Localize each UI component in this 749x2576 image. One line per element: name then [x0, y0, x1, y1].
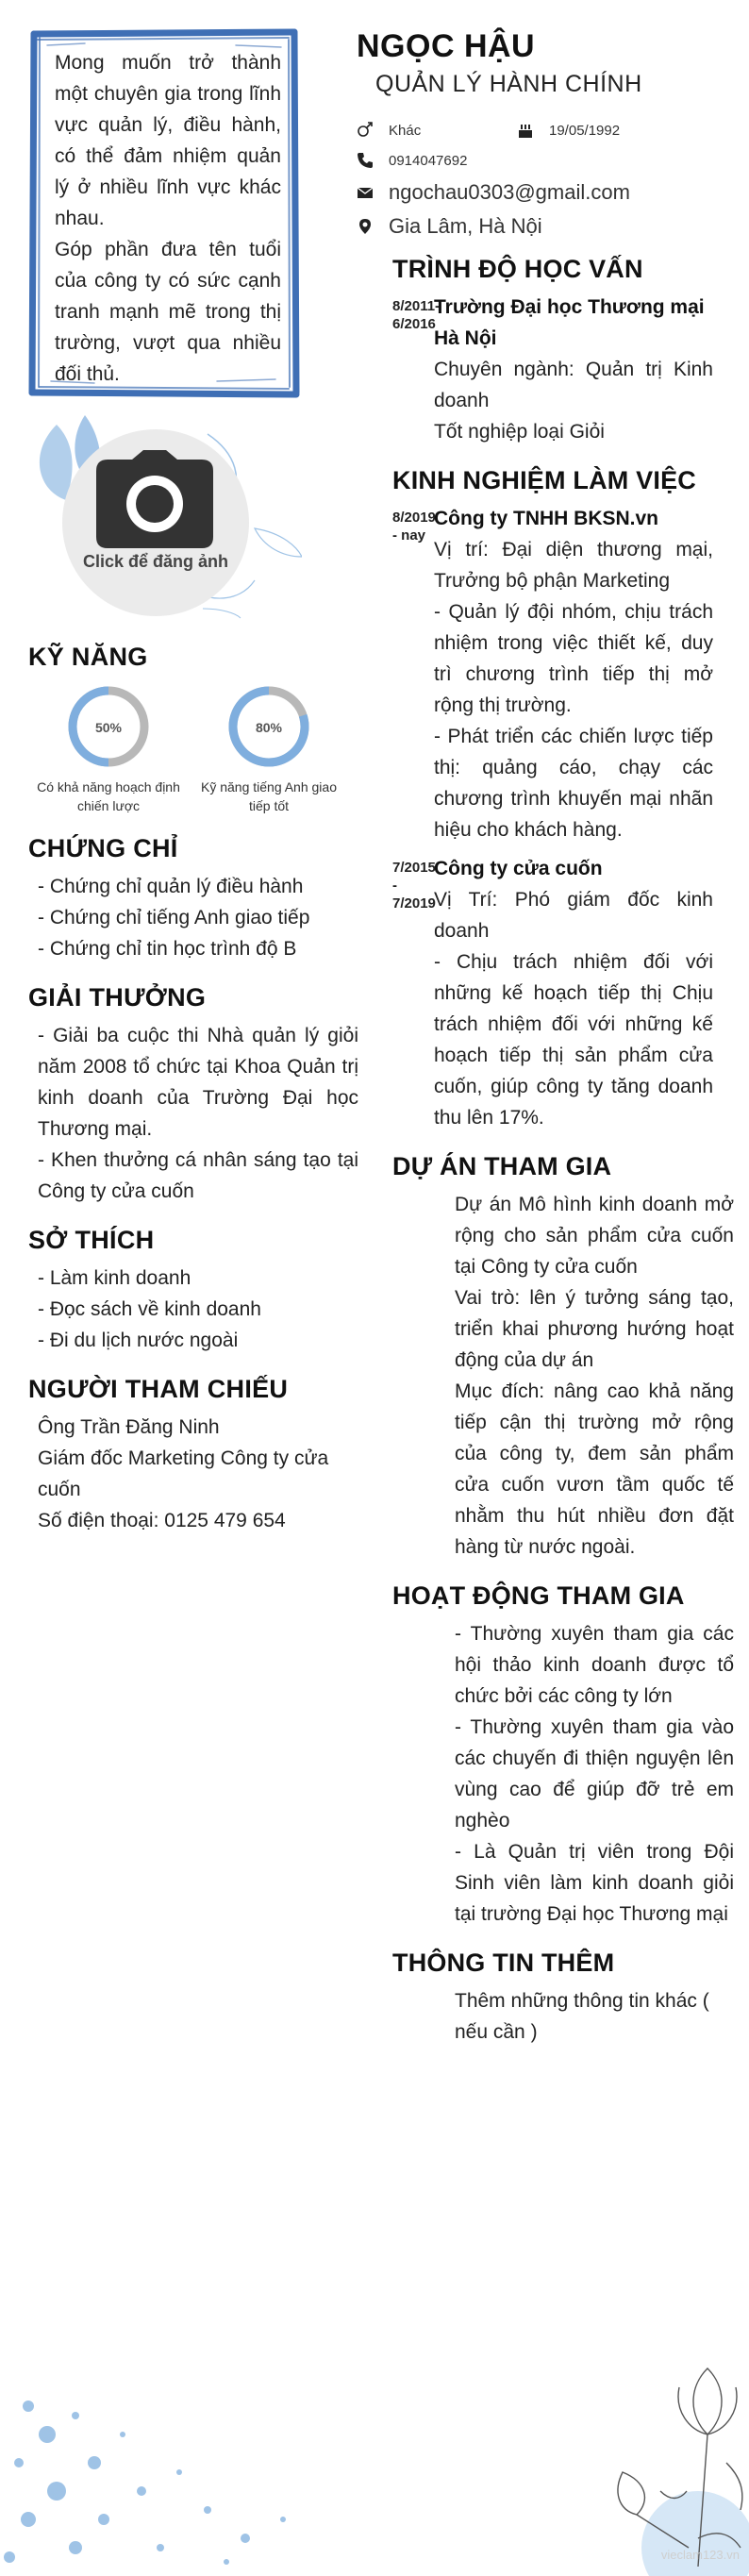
projects-body — [357, 1189, 734, 1563]
list-item: - Khen thưởng cá nhân sáng tạo tại Công ty cửa cuốn — [38, 1149, 358, 1202]
certificates-list — [28, 871, 358, 964]
skills-title: KỸ NĂNG — [28, 643, 148, 671]
hobbies-list — [28, 1263, 358, 1356]
education-title: TRÌNH ĐỘ HỌC VẤN — [392, 255, 643, 283]
list-item: - Đi du lịch nước ngoài — [38, 1330, 239, 1351]
list-item: - Chứng chỉ tin học trình độ B — [38, 938, 297, 960]
skill-name: Có khả năng hoạch định chiến lược — [37, 779, 180, 813]
email-icon — [357, 184, 374, 201]
entry-line: - Chịu trách nhiệm đối với những kế hoạch tiếp thị Chịu trách nhiệm đối với những kế hoạch tiếp thị sản phẩm cửa cuốn, giúp công ty tăng doanh thu lên 17%. — [434, 951, 713, 1129]
address-value: Gia Lâm, Hà Nội — [389, 214, 542, 238]
awards-list — [28, 1020, 358, 1207]
gender-icon — [357, 122, 374, 139]
skill-name: Kỹ năng tiếng Anh giao tiếp tốt — [200, 779, 337, 813]
activities-title: HOẠT ĐỘNG THAM GIA — [392, 1581, 685, 1610]
candidate-position: QUẢN LÝ HÀNH CHÍNH — [375, 71, 642, 97]
entry-line: - Quản lý đội nhóm, chịu trách nhiệm trong việc thiết kế, duy trì chương trình tiếp thị mở rộng thị trường. — [434, 601, 713, 716]
entry-date: 8/2019 - nay — [392, 510, 436, 544]
list-item: - Làm kinh doanh — [38, 1267, 191, 1289]
email-value: ngochau0303@gmail.com — [389, 180, 630, 204]
entry-organization: Công ty TNHH BKSN.vn — [434, 508, 658, 529]
skills-list — [28, 679, 349, 815]
birthday-value: 19/05/1992 — [549, 122, 621, 139]
skill-percent-label: 80% — [255, 720, 283, 735]
list-item: - Chứng chỉ tiếng Anh giao tiếp — [38, 907, 310, 928]
candidate-name: NGỌC HẬU — [357, 28, 536, 64]
activity-line: - Thường xuyên tham gia vào các chuyến đi thiện nguyện lên vùng cao để giúp đỡ trẻ em nghèo — [455, 1716, 734, 1832]
activity-line: - Là Quản trị viên trong Đội Sinh viên làm kinh doanh giỏi tại trường Đại học Thương mại — [455, 1841, 734, 1925]
project-line: Dự án Mô hình kinh doanh mở rộng cho sản phẩm cửa cuốn tại Công ty cửa cuốn — [455, 1194, 734, 1278]
skill-item — [189, 679, 349, 815]
reference-block — [28, 1412, 358, 1536]
reference-name: Ông Trần Đăng Ninh — [38, 1416, 220, 1438]
splatter-decoration-icon — [0, 2378, 311, 2576]
entry-organization: Công ty cửa cuốn — [434, 858, 603, 879]
photo-upload[interactable] — [28, 420, 311, 637]
camera-icon[interactable] — [96, 450, 213, 548]
list-item: - Đọc sách về kinh doanh — [38, 1298, 261, 1320]
birthday-cake-icon — [517, 122, 534, 139]
contact-row — [357, 176, 734, 209]
location-pin-icon — [357, 218, 374, 235]
activity-line: - Thường xuyên tham gia các hội thảo kinh doanh được tổ chức bởi các công ty lớn — [455, 1623, 734, 1707]
education-entry — [357, 292, 734, 447]
projects-title: DỰ ÁN THAM GIA — [392, 1152, 612, 1180]
project-line: Vai trò: lên ý tưởng sáng tạo, triển khai phương hướng hoạt động của dự án — [455, 1287, 734, 1371]
contact-row — [357, 209, 734, 243]
skill-progress-ring — [57, 679, 160, 774]
activities-body — [357, 1618, 734, 1930]
reference-phone: Số điện thoại: 0125 479 654 — [38, 1510, 286, 1531]
flower-decoration-icon — [566, 2350, 749, 2576]
phone-value: 0914047692 — [389, 152, 468, 169]
experience-entry — [357, 853, 734, 1133]
entry-line: Vị Trí: Phó giám đốc kinh doanh — [434, 889, 713, 942]
experience-title: KINH NGHIỆM LÀM VIỆC — [392, 466, 697, 494]
photo-upload-label[interactable]: Click để đăng ảnh — [82, 552, 229, 571]
right-column — [357, 28, 734, 2048]
list-item: - Giải ba cuộc thi Nhà quản lý giỏi năm 2008 tổ chức tại Khoa Quản trị kinh doanh của Trường Đại học Thương mại. — [38, 1025, 358, 1140]
entry-date: 7/2015 - 7/2019 — [392, 860, 436, 912]
left-column — [28, 28, 358, 1536]
skill-percent-label: 50% — [94, 720, 123, 735]
objective-paragraph-1: Mong muốn trở thành một chuyên gia trong lĩnh vực quản lý, điều hành, có thể đảm nhiệm quản lý ở nhiều lĩnh vực khác nhau. — [55, 52, 281, 229]
reference-title: NGƯỜI THAM CHIẾU — [28, 1375, 289, 1403]
career-objective — [28, 28, 300, 403]
project-line: Mục đích: nâng cao khả năng tiếp cận thị trường mở rộng của công ty, đem sản phẩm cửa cuốn vươn tầm quốc tế nhằm thu hút nhiều đơn đặt hàng từ nước ngoài. — [455, 1380, 734, 1558]
skill-progress-ring — [217, 679, 321, 774]
reference-role: Giám đốc Marketing Công ty cửa cuốn — [38, 1447, 329, 1500]
entry-line: Vị trí: Đại diện thương mại, Trưởng bộ phận Marketing — [434, 539, 713, 592]
entry-organization: Trường Đại học Thương mại Hà Nội — [434, 296, 705, 349]
certificates-title: CHỨNG CHỈ — [28, 834, 178, 862]
gender-value: Khác — [389, 122, 422, 139]
phone-icon — [357, 152, 374, 169]
hobbies-title: SỞ THÍCH — [28, 1226, 155, 1254]
contact-row — [357, 145, 734, 176]
contact-info — [357, 115, 734, 243]
entry-line: Tốt nghiệp loại Giỏi — [434, 421, 605, 443]
skill-item — [28, 679, 189, 815]
entry-line: - Phát triển các chiến lược tiếp thị: quảng cáo, chạy các chương trình khuyến mại nhãn hiệu cho khách hàng. — [434, 726, 713, 841]
awards-title: GIẢI THƯỞNG — [28, 983, 207, 1012]
watermark: vieclam123.vn — [660, 2548, 740, 2562]
extra-info-body — [357, 1985, 734, 2048]
objective-paragraph-2: Góp phần đưa tên tuổi của công ty có sức cạnh tranh mạnh mẽ trong thị trường, vượt qua nhiều đối thủ. — [55, 239, 281, 385]
experience-entry — [357, 503, 734, 845]
extra-info-title: THÔNG TIN THÊM — [392, 1949, 615, 1977]
entry-date: 8/2011-6/2016 — [392, 298, 441, 332]
entry-line: Chuyên ngành: Quản trị Kinh doanh — [434, 359, 713, 411]
list-item: - Chứng chỉ quản lý điều hành — [38, 876, 304, 897]
extra-info-line: Thêm những thông tin khác ( nếu cần ) — [455, 1990, 709, 2043]
contact-row — [357, 115, 734, 145]
